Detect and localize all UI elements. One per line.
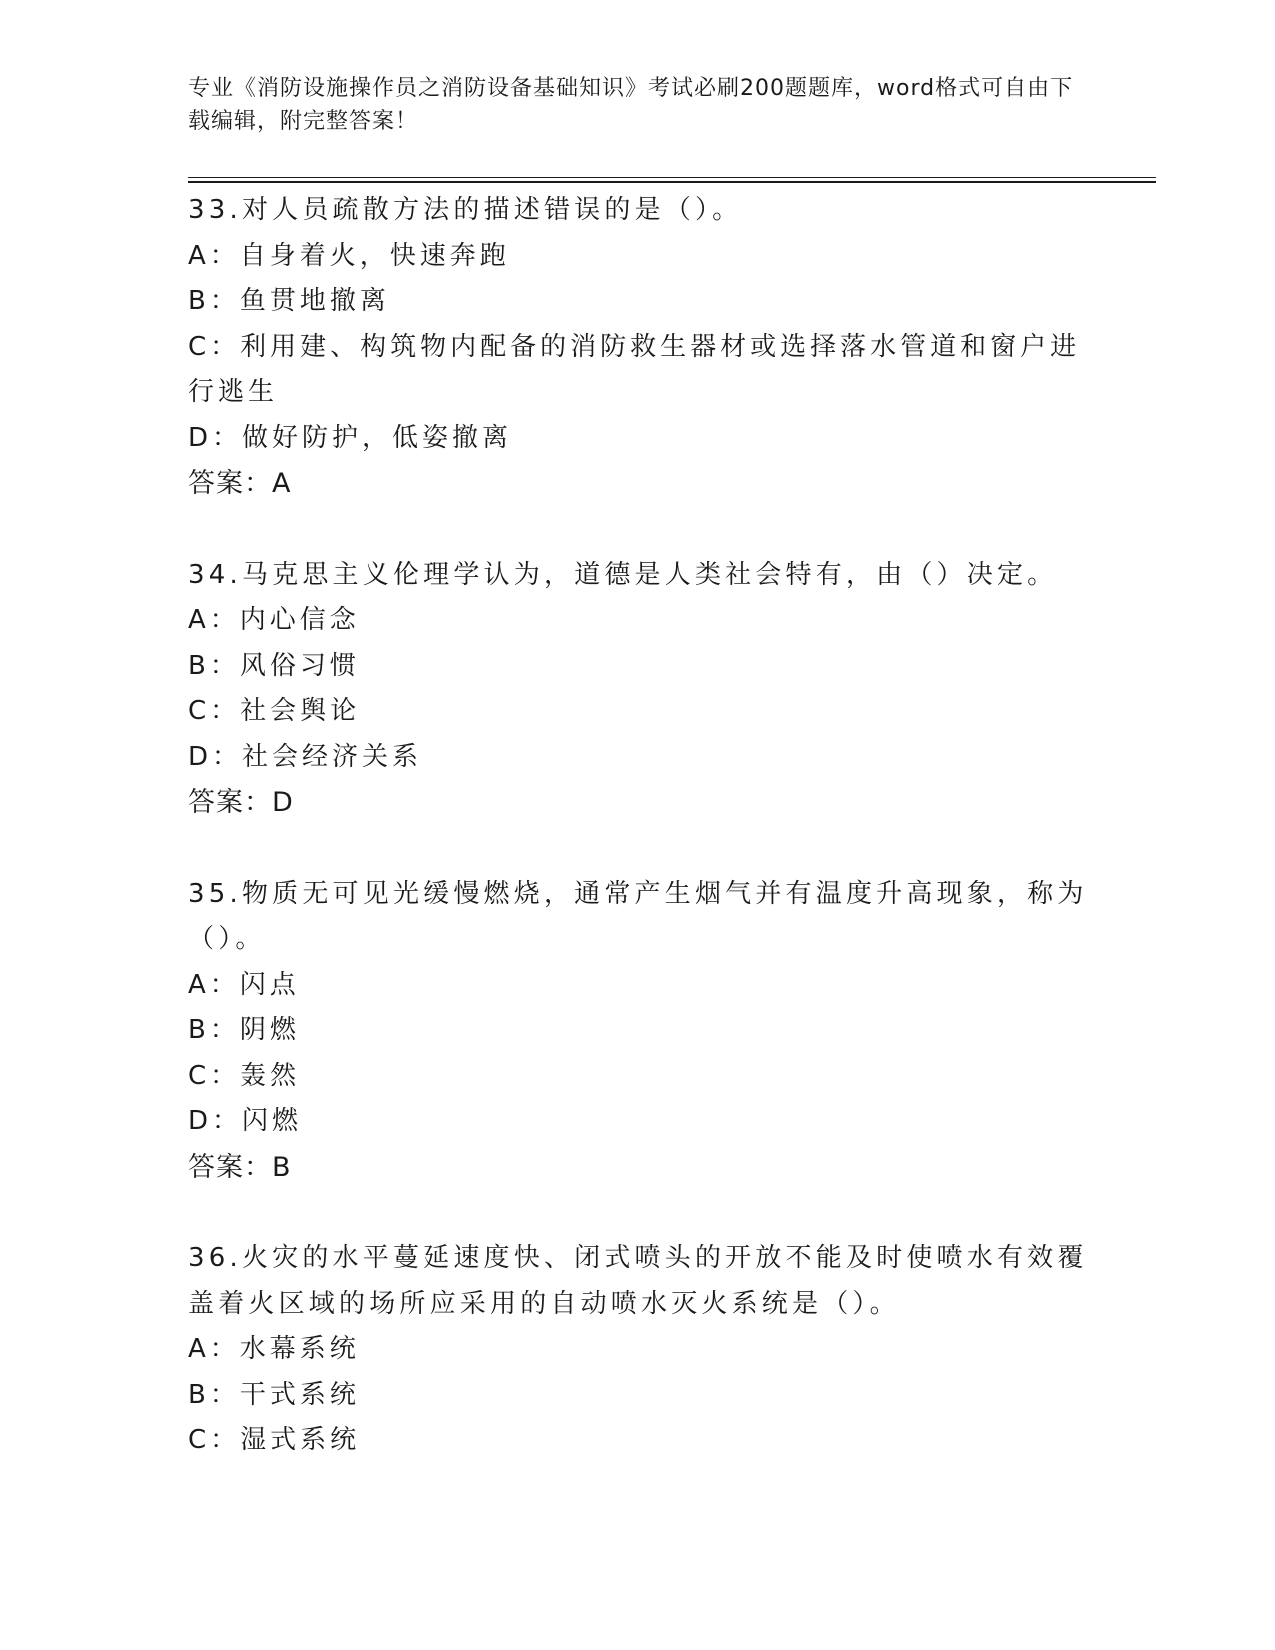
question-35 xyxy=(188,872,1088,1191)
header-divider-thick xyxy=(188,181,1156,183)
option-c: C：社会舆论 xyxy=(188,696,361,726)
answer-text: 答案：B xyxy=(188,1151,292,1183)
option-a: A：自身着火，快速奔跑 xyxy=(188,240,510,271)
answer-text: 答案：A xyxy=(188,468,292,499)
header-divider-thin xyxy=(188,177,1156,178)
option-b: B：风俗习惯 xyxy=(188,650,360,681)
option-c: C：湿式系统 xyxy=(188,1425,361,1455)
answer-text: 答案：D xyxy=(188,787,294,818)
option-d: D：闪燃 xyxy=(188,1106,303,1136)
option-b: B：阴燃 xyxy=(188,1015,300,1045)
question-33 xyxy=(188,188,1088,507)
option-c: C：利用建、构筑物内配备的消防救生器材或选择落水管道和窗户进行逃生 xyxy=(188,331,1081,407)
option-b: B：干式系统 xyxy=(188,1379,360,1410)
question-title: 35.物质无可见光缓慢燃烧，通常产生烟气并有温度升高现象，称为（）。 xyxy=(188,878,1088,954)
option-d: D：做好防护，低姿撤离 xyxy=(188,422,513,453)
option-a: A：内心信念 xyxy=(188,605,360,635)
question-title: 33.对人员疏散方法的描述错误的是（）。 xyxy=(188,195,743,225)
option-b: B：鱼贯地撤离 xyxy=(188,286,390,316)
question-list xyxy=(188,188,1088,1510)
document-header: 专业《消防设施操作员之消防设备基础知识》考试必刷200题题库，word格式可自由下载编辑，附完整答案！ xyxy=(188,76,1074,134)
option-c: C：轰然 xyxy=(188,1060,301,1091)
question-34 xyxy=(188,553,1088,826)
question-title: 36.火灾的水平蔓延速度快、闭式喷头的开放不能及时使喷水有效覆盖着火区域的场所应采用的自动喷水灭火系统是（）。 xyxy=(188,1243,1088,1319)
option-d: D：社会经济关系 xyxy=(188,741,423,772)
option-a: A：闪点 xyxy=(188,969,300,1000)
option-a: A：水幕系统 xyxy=(188,1334,360,1364)
question-title: 34.马克思主义伦理学认为，道德是人类社会特有，由（）决定。 xyxy=(188,559,1058,590)
question-36 xyxy=(188,1236,1088,1464)
